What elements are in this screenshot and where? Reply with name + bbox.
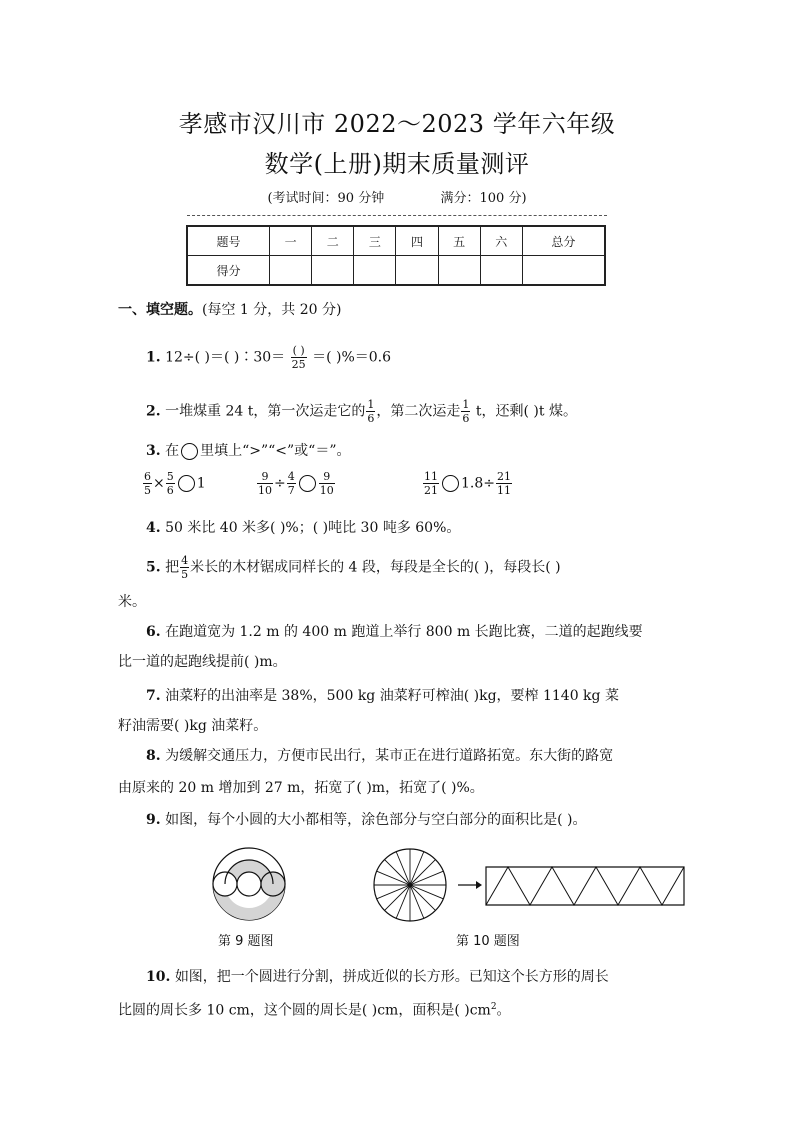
score-cell[interactable]	[438, 256, 480, 286]
fraction-numerator: 4	[287, 470, 295, 483]
question-number: 7.	[146, 688, 161, 704]
question-number: 9.	[146, 812, 161, 828]
fraction	[496, 470, 512, 497]
compare-circle-icon	[181, 443, 198, 460]
fraction-denominator: 6	[367, 412, 375, 425]
fraction-numerator: 4	[181, 554, 189, 567]
question-3	[146, 441, 716, 461]
score-cell[interactable]	[480, 256, 522, 286]
q5-text-b: 米长的木材锯成同样长的 4 段，每段是全长的( )，每段长( )	[190, 559, 561, 576]
question-5-line2: 米。	[118, 594, 146, 610]
question-4	[146, 518, 716, 538]
figure-9-circles	[205, 846, 295, 926]
q7-text-line1: 油菜籽的出油率是 38%，500 kg 油菜籽可榨油( )kg，要榨 1140 kg 菜	[165, 688, 619, 704]
fraction-denominator: 10	[319, 484, 334, 497]
sectored-circle	[374, 849, 446, 921]
fraction	[166, 470, 175, 497]
fraction	[143, 470, 152, 497]
fraction-denominator: 6	[166, 484, 174, 497]
question-number: 1.	[146, 349, 161, 366]
small-circle-middle	[237, 872, 261, 896]
fraction-numerator: 11	[424, 470, 438, 483]
q1-text-a: 12÷( )＝( )∶30＝	[165, 349, 286, 366]
question-2	[146, 398, 716, 425]
q8-text-line1: 为缓解交通压力，方便市民出行，某市正在进行道路拓宽。东大街的路宽	[165, 748, 614, 764]
section-note: (每空 1 分，共 20 分)	[202, 302, 342, 318]
question-6	[146, 622, 716, 642]
section-title: 一、填空题。	[118, 302, 202, 318]
q3-expression-2	[256, 470, 336, 497]
question-5	[146, 554, 716, 581]
answer-circle[interactable]	[299, 475, 316, 492]
table-cell: 三	[354, 226, 396, 256]
table-cell: 六	[480, 226, 522, 256]
question-number: 3.	[146, 443, 161, 459]
fraction	[257, 470, 273, 497]
rhs-value: 1	[196, 475, 206, 492]
score-table-header-row	[187, 226, 605, 256]
question-number: 4.	[146, 520, 161, 536]
q10-text-line1: 如图，把一个圆进行分割，拼成近似的长方形。已知这个长方形的周长	[174, 969, 609, 985]
q1-fraction	[291, 344, 307, 371]
score-table	[186, 225, 606, 286]
answer-circle[interactable]	[178, 475, 195, 492]
question-number: 10.	[146, 969, 171, 985]
question-8	[146, 746, 716, 766]
answer-circle[interactable]	[442, 475, 459, 492]
fraction-numerator: 1	[462, 398, 470, 411]
q5-fraction	[180, 554, 189, 581]
fraction-numerator: 9	[257, 470, 273, 484]
q2-text-b: ，第二次运走	[376, 403, 461, 420]
fraction-denominator: 7	[287, 484, 295, 497]
table-cell: 五	[438, 226, 480, 256]
q3-expression-1	[142, 470, 206, 497]
exam-title-line2: 数学(上册)期末质量测评	[264, 150, 530, 178]
table-cell: 题号	[187, 226, 270, 256]
q5-text-a: 把	[165, 559, 180, 576]
fraction-numerator: 6	[144, 470, 151, 483]
q3-text-a: 在	[165, 443, 180, 459]
q3-expression-3	[422, 470, 513, 497]
table-cell: 二	[312, 226, 354, 256]
fraction-numerator: ( )	[292, 344, 305, 357]
q2-text-c: t，还剩( )t 煤。	[471, 403, 577, 420]
q9-text: 如图，每个小圆的大小都相等，涂色部分与空白部分的面积比是( )。	[165, 812, 587, 828]
q6-text-line1: 在跑道宽为 1.2 m 的 400 m 跑道上举行 800 m 长跑比赛，二道的起跑线要	[165, 624, 643, 640]
q2-fraction-2	[461, 398, 470, 425]
score-cell[interactable]	[270, 256, 312, 286]
score-table-score-row	[187, 256, 605, 286]
full-score: 满分：100 分)	[440, 191, 527, 206]
table-cell: 一	[270, 226, 312, 256]
fraction	[287, 470, 296, 497]
operator: ×	[153, 475, 165, 492]
question-number: 2.	[146, 403, 161, 420]
q2-fraction-1	[366, 398, 375, 425]
q10-text-end: 。	[496, 1002, 511, 1019]
fraction	[319, 470, 335, 497]
fraction-denominator: 21	[424, 484, 438, 497]
fraction-denominator: 10	[258, 484, 272, 497]
operator: ÷	[274, 475, 286, 492]
fraction-denominator: 5	[144, 484, 151, 497]
fraction-denominator: 25	[291, 358, 306, 371]
question-10-line2	[118, 997, 688, 1021]
exam-time: (考试时间：90 分钟	[267, 191, 385, 206]
question-number: 6.	[146, 624, 161, 640]
score-cell[interactable]	[396, 256, 438, 286]
figure-10	[372, 843, 690, 929]
q10-text-line2: 比圆的周长多 10 cm，这个圆的周长是( )cm，面积是( )cm	[118, 1002, 491, 1019]
fraction-numerator: 1	[367, 398, 375, 411]
q2-text-a: 一堆煤重 24 t，第一次运走它的	[165, 403, 366, 420]
arrow-icon	[458, 881, 482, 889]
question-number: 5.	[146, 559, 161, 576]
score-cell[interactable]	[312, 256, 354, 286]
exam-subtitle	[0, 187, 794, 206]
figure-10-caption: 第 10 题图	[456, 934, 520, 949]
superscript: 2	[490, 1002, 497, 1012]
question-9	[146, 810, 716, 830]
question-7-line2: 籽油需要( )kg 油菜籽。	[118, 718, 268, 734]
fraction-denominator: 11	[497, 484, 511, 497]
question-10	[146, 967, 716, 987]
question-number: 8.	[146, 748, 161, 764]
fraction-numerator: 5	[166, 470, 174, 483]
zigzag-sectors	[486, 867, 684, 905]
question-7	[146, 686, 716, 706]
fraction-denominator: 6	[462, 412, 470, 425]
fraction-numerator: 21	[497, 470, 511, 483]
score-cell[interactable]	[354, 256, 396, 286]
fraction	[423, 470, 439, 497]
score-cell[interactable]	[522, 256, 605, 286]
center-dot	[408, 883, 412, 887]
exam-title-line1: 孝感市汉川市 2022～2023 学年六年级	[178, 110, 616, 138]
question-1	[146, 344, 716, 371]
dotted-divider	[187, 215, 607, 216]
section1-heading	[118, 300, 688, 320]
approx-rectangle	[486, 867, 684, 905]
fraction-denominator: 5	[181, 568, 189, 581]
middle-term: 1.8÷	[461, 475, 495, 492]
q4-text: 50 米比 40 米多( )%；( )吨比 30 吨多 60%。	[165, 520, 461, 536]
table-cell: 总分	[522, 226, 605, 256]
fraction-numerator: 9	[319, 470, 335, 484]
question-8-line2: 由原来的 20 m 增加到 27 m，拓宽了( )m，拓宽了( )%。	[118, 780, 484, 796]
table-cell: 得分	[187, 256, 270, 286]
q3-text-b: 里填上“>”“<”或“＝”。	[200, 443, 351, 459]
table-cell: 四	[396, 226, 438, 256]
q1-text-b: ＝( )%＝0.6	[312, 349, 392, 366]
figure-9-caption: 第 9 题图	[218, 934, 274, 949]
question-6-line2: 比一道的起跑线提前( )m。	[118, 654, 287, 670]
